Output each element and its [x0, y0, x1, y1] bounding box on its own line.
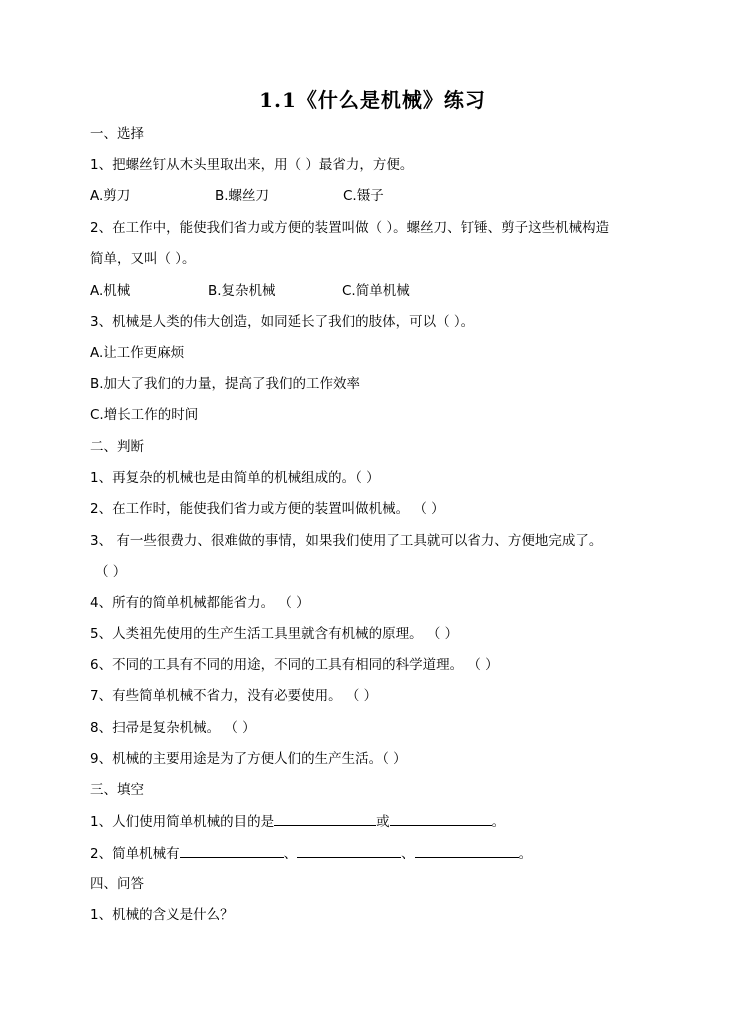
- option-b: B.复杂机械: [208, 283, 276, 299]
- fill-question-1-middle: 或: [376, 814, 390, 830]
- judge-item-3-bracket: （ ）: [95, 564, 127, 580]
- judge-item-7: 7、有些简单机械不省力，没有必要使用。 （ ）: [90, 688, 378, 704]
- option-c: C.镊子: [343, 188, 384, 204]
- section-heading-fill: 三、填空: [90, 782, 144, 798]
- choice-question-2-line1: 2、在工作中，能使我们省力或方便的装置叫做（ ）。螺丝刀、钉锤、剪子这些机械构造: [90, 220, 610, 236]
- page-title: 1.1《什么是机械》练习: [259, 88, 486, 112]
- option-b: B.螺丝刀: [215, 188, 270, 204]
- fill-question-1-suffix: 。: [491, 814, 506, 830]
- fill-question-2-prefix: 2、简单机械有: [90, 846, 180, 862]
- judge-item-8: 8、扫帚是复杂机械。 （ ）: [90, 720, 256, 736]
- option-a: A.让工作更麻烦: [90, 345, 185, 361]
- fill-blank[interactable]: [274, 811, 376, 826]
- judge-item-5: 5、人类祖先使用的生产生活工具里就含有机械的原理。 （ ）: [90, 626, 459, 642]
- fill-blank[interactable]: [297, 843, 401, 858]
- option-c: C.增长工作的时间: [90, 407, 199, 423]
- qa-question-1: 1、机械的含义是什么？: [90, 907, 234, 923]
- fill-question-1: [90, 811, 505, 832]
- choice-question-1: 1、把螺丝钉从木头里取出来，用（ ）最省力，方便。: [90, 157, 414, 173]
- choice-question-2-options: [90, 281, 490, 301]
- judge-item-4: 4、所有的简单机械都能省力。 （ ）: [90, 595, 310, 611]
- judge-item-3: 3、 有一些很费力、很难做的事情，如果我们使用了工具就可以省力、方便地完成了。: [90, 533, 603, 549]
- choice-question-2-line2: 简单，又叫（ ）。: [90, 251, 196, 267]
- fill-blank[interactable]: [415, 843, 519, 858]
- fill-question-2-suffix: 。: [518, 846, 533, 862]
- option-c: C.简单机械: [342, 283, 410, 299]
- option-a: A.剪刀: [90, 188, 131, 204]
- judge-item-1: 1、再复杂的机械也是由简单的机械组成的。（ ）: [90, 470, 380, 486]
- choice-question-1-options: [90, 186, 490, 206]
- fill-blank[interactable]: [390, 811, 492, 826]
- option-a: A.机械: [90, 283, 131, 299]
- judge-item-6: 6、不同的工具有不同的用途，不同的工具有相同的科学道理。 （ ）: [90, 657, 499, 673]
- judge-item-9: 9、机械的主要用途是为了方便人们的生产生活。（ ）: [90, 751, 407, 767]
- fill-blank[interactable]: [180, 843, 284, 858]
- fill-separator: 、: [283, 846, 298, 862]
- section-heading-choice: 一、选择: [90, 126, 144, 142]
- fill-question-1-prefix: 1、人们使用简单机械的目的是: [90, 814, 275, 830]
- section-heading-qa: 四、问答: [90, 876, 144, 892]
- choice-question-3: 3、机械是人类的伟大创造，如同延长了我们的肢体，可以（ ）。: [90, 314, 475, 330]
- judge-item-2: 2、在工作时，能使我们省力或方便的装置叫做机械。 （ ）: [90, 501, 445, 517]
- fill-separator: 、: [401, 846, 415, 862]
- fill-question-2: [90, 843, 532, 864]
- section-heading-judge: 二、判断: [90, 439, 144, 455]
- option-b: B.加大了我们的力量，提高了我们的工作效率: [90, 376, 361, 392]
